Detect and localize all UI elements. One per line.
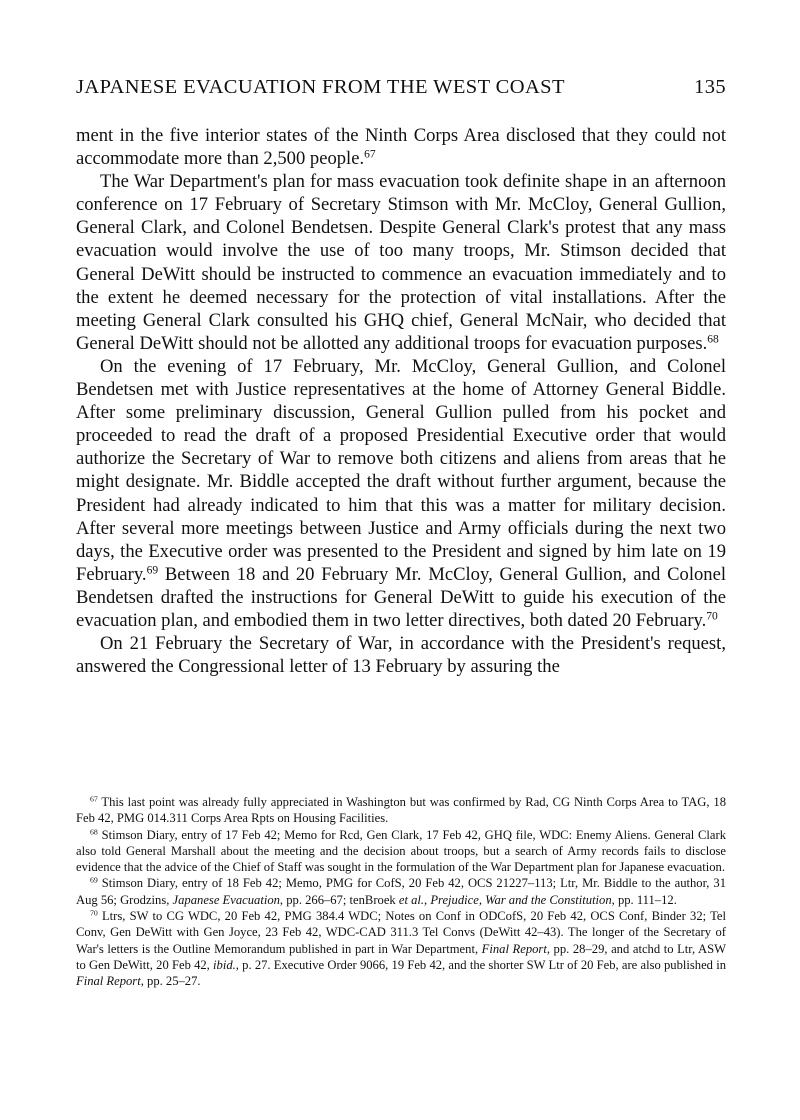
footnote-70-text-3: , p. 27. Executive Order 9066, 19 Feb 42, and the shorter SW Ltr of 20 Feb, are also published in — [235, 957, 726, 972]
page-number: 135 — [694, 76, 726, 98]
footnotes — [76, 794, 726, 990]
paragraph-2-text: The War Department's plan for mass evacuation took definite shape in an afternoon conference on 17 February of Secretary Stimson with Mr. McCloy, General Gullion, General Clark, and Colonel Bendetsen. Despite General Clark's protest that any mass evacuation would involve the use of too many troops, Mr. Stimson decided that General DeWitt should be instructed to commence an evacuation immediately and to the extent he deemed necessary for the protection of vital installations. After the meeting General Clark consulted his GHQ chief, General McNair, who decided that General DeWitt should not be allotted any additional troops for evacuation purposes. — [76, 171, 726, 354]
footnote-70-italic-1: Final Report — [481, 941, 547, 956]
paragraph-3-text-a: On the evening of 17 February, Mr. McCloy, General Gullion, and Colonel Bendetsen met with Justice representatives at the home of Attorney General Biddle. After some preliminary discussion, General Gullion pulled from his pocket and proceeded to read the draft of a proposed Presidential Executive order that would authorize the Secretary of War to remove both citizens and aliens from areas that he might designate. Mr. Biddle accepted the draft without further argument, because the President had already indicated to him that this was a matter for military decision. After several more meetings between Justice and Army officials during the next two days, the Executive order was presented to the President and signed by him late on 19 February. — [76, 355, 726, 585]
paragraph-4 — [76, 632, 726, 678]
footnote-67 — [76, 794, 726, 827]
footnote-ref-68: 68 — [707, 333, 719, 346]
footnote-69-italic-1: Japanese Evacuation — [172, 892, 280, 907]
footnote-70-text-1: Ltrs, SW to CG WDC, 20 Feb 42, PMG 384.4 WDC; Notes on Conf in ODCofS, 20 Feb 42, OCS Conf, Binder 32; Tel Conv, Gen DeWitt with Gen Joyce, 23 Feb 42, WDC-CAD 311.3 Tel Convs (DeWitt 42–43). The longer of the Secretary of War's letters is the Outline Memorandum published in part in War Department, — [76, 909, 726, 956]
footnote-69-number: 69 — [90, 876, 98, 886]
running-title: JAPANESE EVACUATION FROM THE WEST COAST — [76, 76, 565, 98]
footnote-68-text: Stimson Diary, entry of 17 Feb 42; Memo for Rcd, Gen Clark, 17 Feb 42, GHQ file, WDC: Enemy Aliens. General Clark also told General Marshall about the meeting and the decision about troops, but a search of Army records fails to disclose evidence that the advice of the Chief of Staff was sought in the formulation of the War Department plan for Japanese evacuation. — [76, 827, 726, 875]
paragraph-3 — [76, 355, 726, 632]
footnote-69-italic-2: et al., Prejudice, War and the Constitution — [398, 892, 612, 907]
body-text — [76, 124, 726, 678]
footnote-69 — [76, 875, 726, 908]
paragraph-2 — [76, 170, 726, 355]
footnote-69-text-1: Stimson Diary, entry of 18 Feb 42; Memo, PMG for CofS, 20 Feb 42, OCS 21227–113; Ltr, Mr. Biddle to the author, 31 Aug 56; Grodzins, — [76, 876, 726, 907]
footnote-70-italic-3: Final Report — [76, 974, 141, 989]
footnote-67-text: This last point was already fully appreciated in Washington but was confirmed by Rad, CG Ninth Corps Area to TAG, 18 Feb 42, PMG 014.311 Corps Area Rpts on Housing Facilities. — [76, 795, 726, 826]
footnote-67-number: 67 — [90, 794, 98, 804]
footnote-70-text-2: , pp. 28–29, and atchd to Ltr, ASW to Gen DeWitt, 20 Feb 42, — [76, 941, 726, 972]
footnote-ref-70: 70 — [706, 610, 718, 623]
footnote-70-text-4: , pp. 25–27. — [140, 974, 201, 989]
footnote-ref-67: 67 — [364, 148, 376, 161]
footnote-ref-69: 69 — [146, 564, 159, 577]
footnote-69-text-2: , pp. 266–67; tenBroek — [279, 892, 399, 907]
paragraph-3-text-b: Between 18 and 20 February Mr. McCloy, General Gullion, and Colonel Bendetsen drafted the instructions for General DeWitt to guide his execution of the evacuation plan, and embodied them in two letter directives, both dated 20 February. — [76, 563, 726, 631]
footnote-70 — [76, 908, 726, 989]
footnote-68 — [76, 827, 726, 876]
paragraph-1 — [76, 124, 726, 170]
footnote-70-italic-2: ibid. — [213, 957, 236, 972]
paragraph-4-text: On 21 February the Secretary of War, in accordance with the President's request, answered the Congressional letter of 13 February by assuring the — [76, 633, 726, 678]
paragraph-1-text: ment in the five interior states of the Ninth Corps Area disclosed that they could not accommodate more than 2,500 people. — [76, 125, 726, 170]
footnote-69-text-3: , pp. 111–12. — [611, 892, 677, 907]
footnote-70-number: 70 — [90, 908, 98, 918]
footnote-68-number: 68 — [90, 827, 98, 837]
running-header — [76, 76, 726, 99]
